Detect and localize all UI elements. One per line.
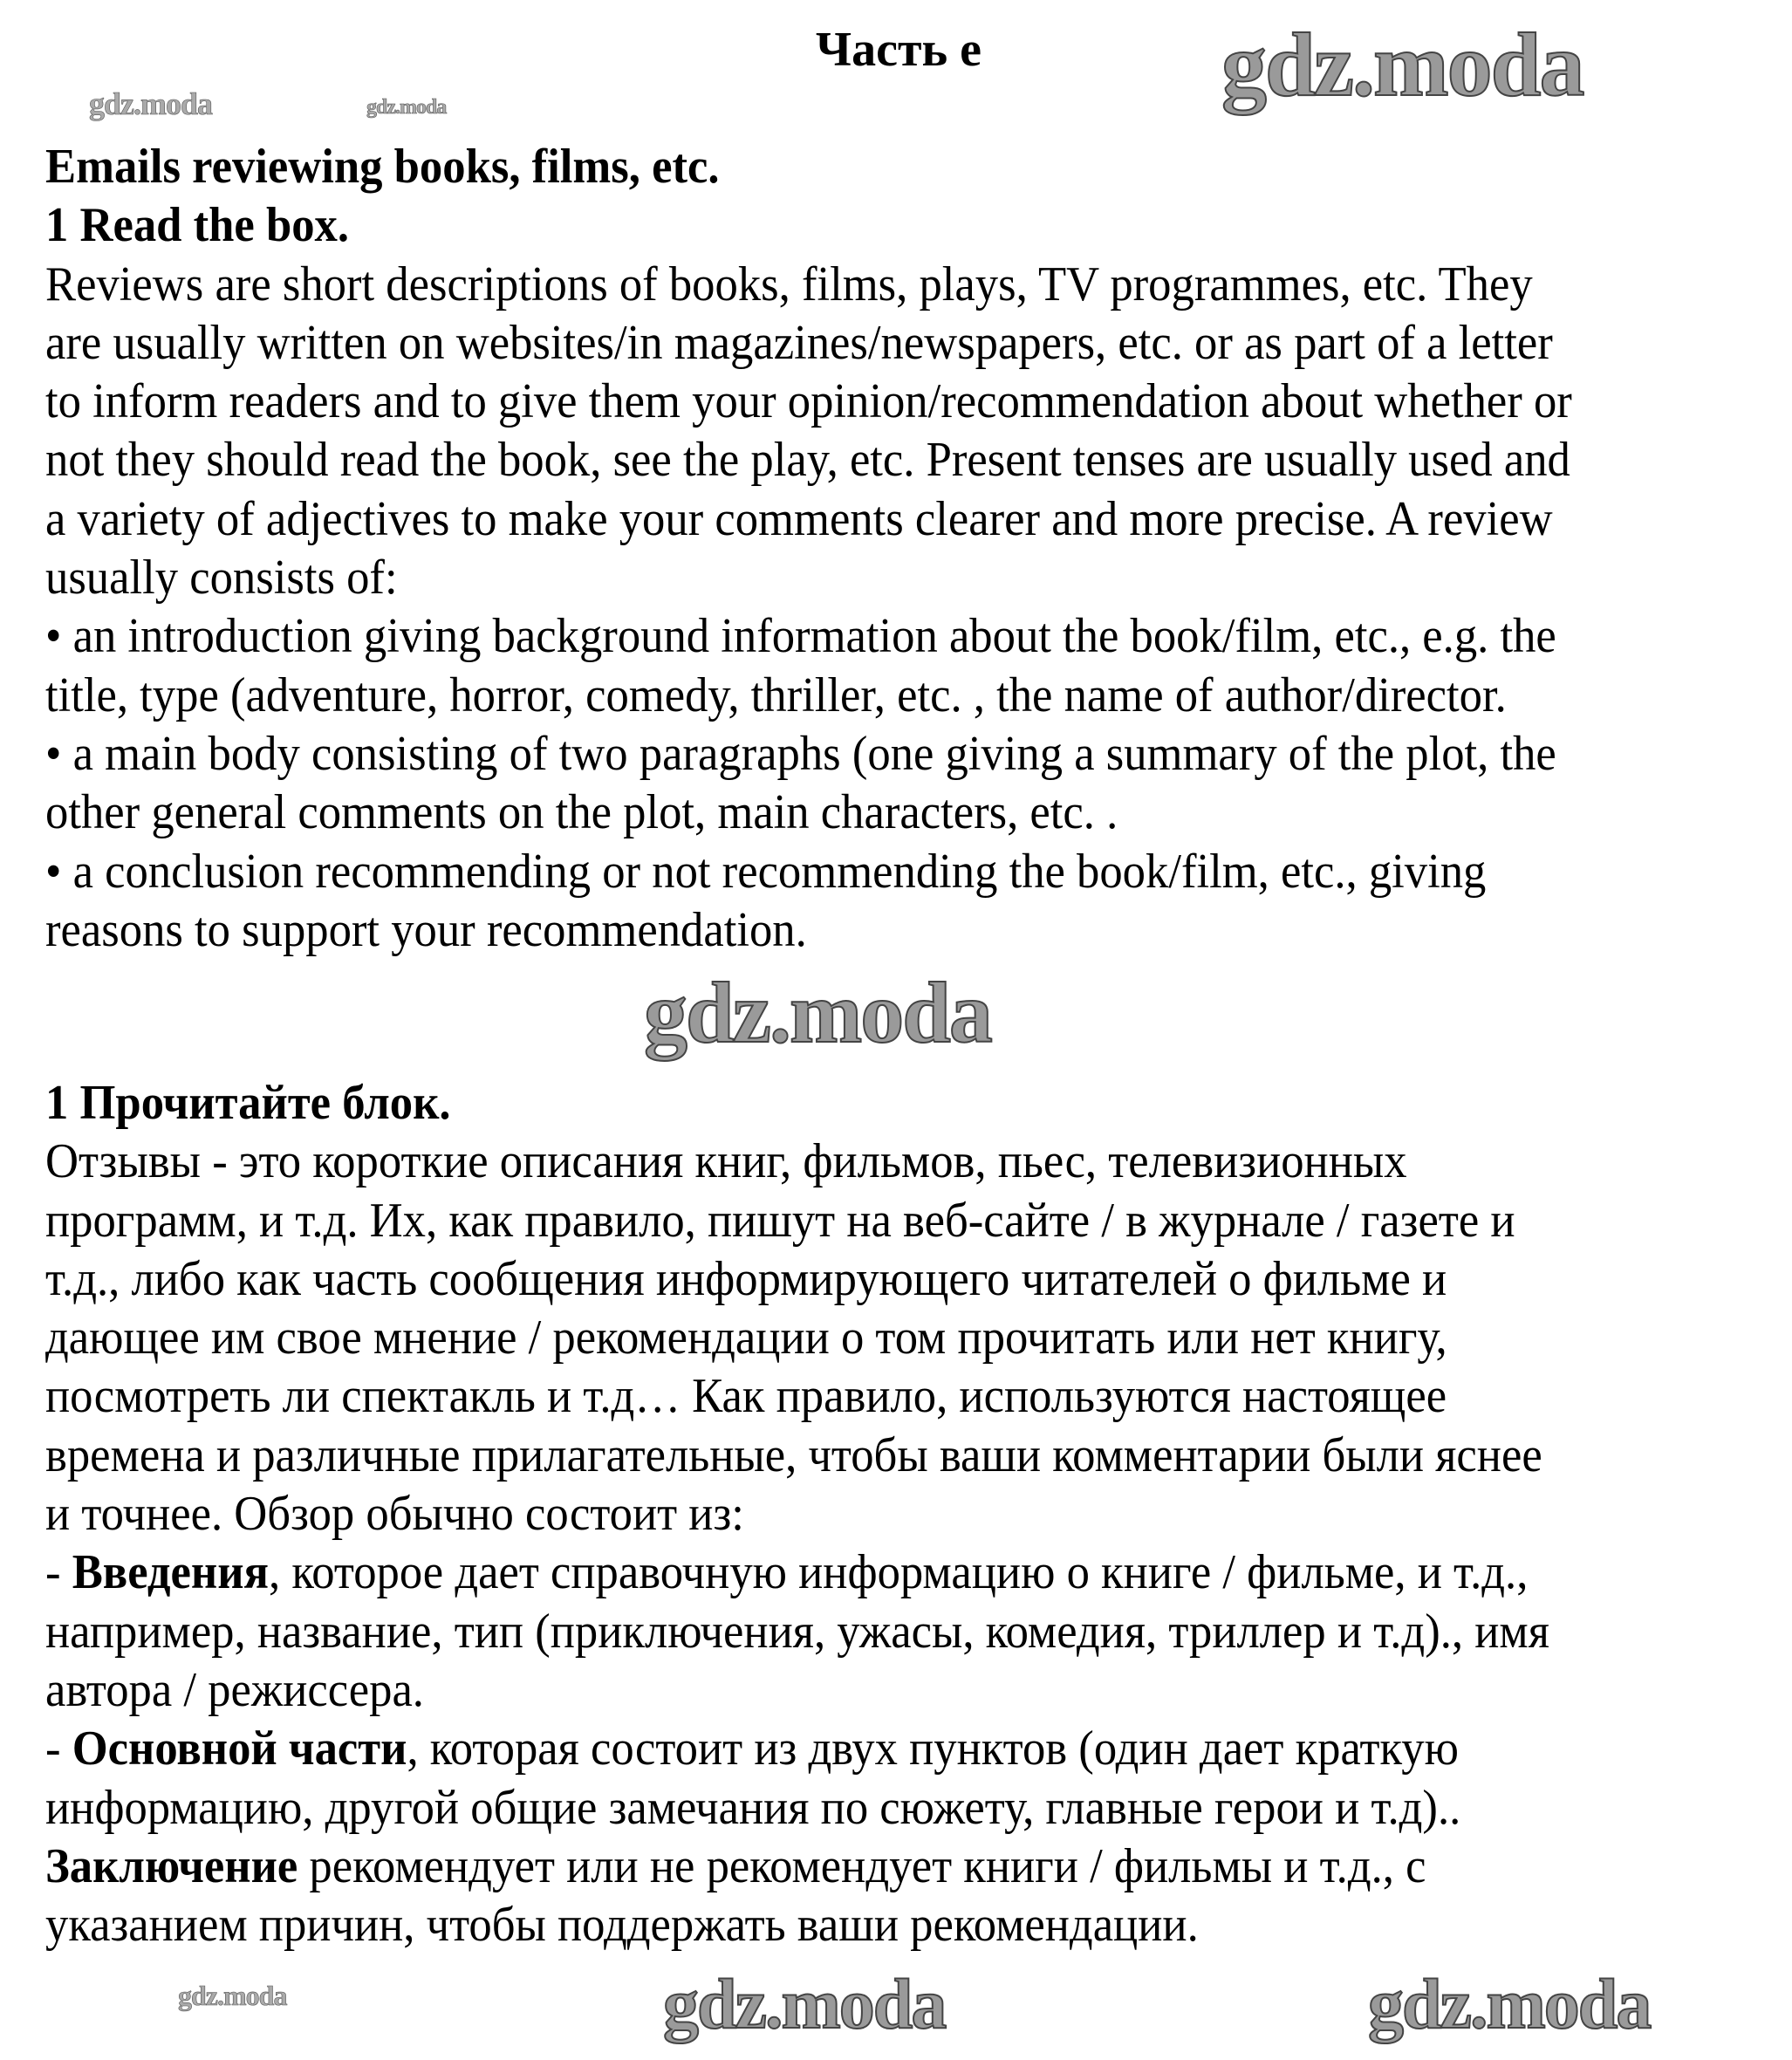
text: • a main body consisting of two paragraphs (one giving a summary of the plot, the [45, 726, 1556, 781]
text: , которая состоит из двух пунктов (один дает краткую [407, 1721, 1459, 1776]
text-line [45, 138, 1572, 196]
text: to inform readers and to give them your opinion/recommendation about whether or [45, 374, 1572, 429]
text: автора / режиссера. [45, 1662, 424, 1717]
watermark: gdz.moda [663, 1964, 946, 2043]
text-line [45, 1074, 1549, 1133]
text-line [45, 725, 1572, 784]
text-line [45, 1661, 1549, 1720]
text-line [45, 667, 1572, 725]
bold-text: Введения [72, 1545, 270, 1600]
watermark: gdz.moda [644, 964, 991, 1061]
text: указанием причин, чтобы поддержать ваши рекомендации. [45, 1898, 1199, 1953]
text-line [45, 607, 1572, 666]
text-line [45, 314, 1572, 373]
text: , которое дает справочную информацию о книге / фильме, и т.д., [269, 1545, 1529, 1600]
text-line [45, 901, 1572, 960]
text: - [45, 1721, 72, 1776]
text: title, type (adventure, horror, comedy, thriller, etc. , the name of author/director. [45, 667, 1507, 722]
text-line [45, 490, 1572, 549]
text: программ, и т.д. Их, как правило, пишут на веб-сайте / в журнале / газете и [45, 1193, 1515, 1248]
bold-text: Основной части [72, 1721, 407, 1776]
watermark: gdz.moda [1221, 15, 1583, 115]
watermark: gdz.moda [366, 96, 447, 119]
text-line [45, 1427, 1549, 1485]
watermark: gdz.moda [89, 86, 213, 121]
bold-text: 1 Прочитайте блок. [45, 1076, 451, 1130]
text: Отзывы - это короткие описания книг, фильмов, пьес, телевизионных [45, 1134, 1407, 1189]
text-line [45, 1309, 1549, 1367]
text: • a conclusion recommending or not recommending the book/film, etc., giving [45, 844, 1487, 899]
text-line [45, 196, 1572, 255]
text: reasons to support your recommendation. [45, 902, 807, 957]
text: • an introduction giving background information about the book/film, etc., e.g. the [45, 609, 1556, 664]
text-line [45, 256, 1572, 314]
text-line [45, 1250, 1549, 1309]
bold-text: Заключение [45, 1838, 298, 1893]
text: времена и различные прилагательные, чтобы ваши комментарии были яснее [45, 1427, 1542, 1482]
text-line [45, 1367, 1549, 1426]
text: и точнее. Обзор обычно состоит из: [45, 1487, 744, 1542]
text: например, название, тип (приключения, ужасы, комедия, триллер и т.д)., имя [45, 1604, 1549, 1659]
text-line [45, 1133, 1549, 1191]
russian-section [45, 1074, 1645, 1954]
bold-text: Emails reviewing books, films, etc. [45, 140, 720, 194]
text: are usually written on websites/in magazines/newspapers, etc. or as part of a letter [45, 315, 1553, 370]
text: посмотреть ли спектакль и т.д… Как правило, используются настоящее [45, 1369, 1447, 1424]
text-line [45, 784, 1572, 842]
text: - [45, 1545, 72, 1600]
text-line [45, 373, 1572, 431]
text: т.д., либо как часть сообщения информирующего читателей о фильме и [45, 1251, 1447, 1306]
text-line [45, 1543, 1549, 1602]
page-title: Часть е [816, 23, 981, 77]
text: дающее им свое мнение / рекомендации о том прочитать или нет книгу, [45, 1311, 1447, 1365]
text-line [45, 843, 1572, 901]
text: Reviews are short descriptions of books, films, plays, TV programmes, etc. They [45, 257, 1533, 311]
text-line [45, 549, 1572, 607]
text-line [45, 431, 1572, 489]
text-line [45, 1838, 1549, 1896]
text: usually consists of: [45, 551, 398, 606]
text-line [45, 1192, 1549, 1250]
text: other general comments on the plot, main characters, etc. . [45, 785, 1118, 840]
text-line [45, 1896, 1549, 1954]
text-line [45, 1485, 1549, 1543]
bold-text: 1 Read the box. [45, 198, 350, 253]
text: not they should read the book, see the play, etc. Present tenses are usually used and [45, 433, 1570, 488]
text: информацию, другой общие замечания по сюжету, главные герои и т.д).. [45, 1780, 1461, 1835]
text-line [45, 1720, 1549, 1778]
watermark: gdz.moda [1368, 1964, 1651, 2043]
text: рекомендует или не рекомендует книги / фильмы и т.д., с [298, 1838, 1426, 1893]
text: a variety of adjectives to make your comments clearer and more precise. A review [45, 491, 1553, 546]
text-line [45, 1603, 1549, 1661]
watermark: gdz.moda [178, 1980, 287, 2011]
english-section [45, 138, 1669, 960]
text-line [45, 1779, 1549, 1838]
